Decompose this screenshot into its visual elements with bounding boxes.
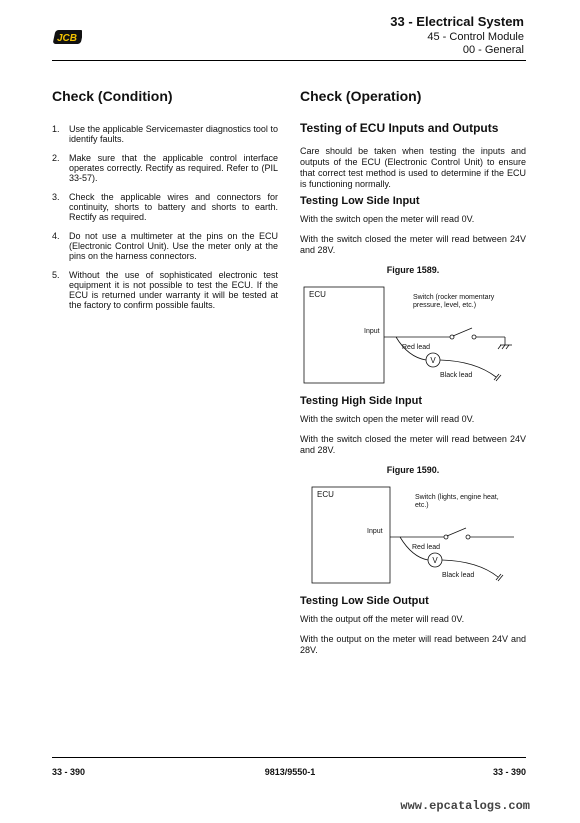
voltmeter-symbol: V xyxy=(432,556,438,565)
left-column xyxy=(52,88,278,319)
footer-page-right: 33 - 390 xyxy=(492,767,526,777)
input-label: Input xyxy=(367,528,383,535)
ecu-box xyxy=(312,487,390,583)
ecu-label: ECU xyxy=(309,290,326,299)
low-side-output-off: With the output off the meter will read 0V. xyxy=(300,614,465,624)
ecu-testing-heading: Testing of ECU Inputs and Outputs xyxy=(300,121,499,135)
figure-1590 xyxy=(300,485,526,585)
low-side-output-on: With the output on the meter will read between 24V and 28V. xyxy=(300,634,526,655)
item-text: Check the applicable wires and connectors for continuity, shorts to battery and shorts to earth. Rectify as required. xyxy=(69,192,278,222)
black-lead-label: Black lead xyxy=(442,572,475,579)
switch-label-line2: pressure, level, etc.) xyxy=(413,302,477,309)
condition-list xyxy=(52,124,278,310)
item-text: Without the use of sophisticated electronic test equipment it is not possible to test the ECU. If the ECU is returned under warranty it will be tested at the factory to confirm possible faults. xyxy=(69,270,278,310)
high-side-input-heading: Testing High Side Input xyxy=(300,395,423,407)
list-item xyxy=(52,192,278,222)
right-column xyxy=(300,88,526,656)
item-text: Use the applicable Servicemaster diagnostics tool to identify faults. xyxy=(69,124,278,144)
ecu-testing-intro: Care should be taken when testing the inputs and outputs of the ECU (Electronic Control Unit) to ensure that correct test method is used to determine if the ECU is functioning normally. xyxy=(300,146,526,189)
module-title: 45 - Control Module xyxy=(427,31,524,43)
check-condition-heading: Check (Condition) xyxy=(52,88,173,104)
low-side-input-open: With the switch open the meter will read 0V. xyxy=(300,214,475,224)
low-side-output-heading: Testing Low Side Output xyxy=(300,595,429,607)
ecu-label: ECU xyxy=(317,490,334,499)
item-number: 2. xyxy=(52,153,60,163)
switch-label-line1: Switch (rocker momentary xyxy=(413,294,495,301)
watermark-link[interactable]: www.epcatalogs.com xyxy=(400,799,530,813)
footer-page-left: 33 - 390 xyxy=(52,767,86,777)
high-side-input-closed: With the switch closed the meter will read between 24V and 28V. xyxy=(300,434,526,455)
high-side-input-open: With the switch open the meter will read 0V. xyxy=(300,414,475,424)
switch-contact-2 xyxy=(466,535,470,539)
item-number: 3. xyxy=(52,192,60,202)
ecu-box xyxy=(304,287,384,383)
list-item xyxy=(52,231,278,261)
item-text: Make sure that the applicable control interface operates correctly. Rectify as required. Refer to (PIL 33-57). xyxy=(69,153,278,183)
item-number: 4. xyxy=(52,231,60,241)
switch-arm xyxy=(453,328,472,336)
input-label: Input xyxy=(364,328,380,335)
red-lead-label: Red lead xyxy=(402,344,431,351)
logo-text: JCB xyxy=(56,33,78,44)
header-rule xyxy=(52,60,526,61)
item-text: Do not use a multimeter at the pins on the ECU (Electronic Control Unit). Use the meter only at the pins on the harness connectors. xyxy=(69,231,278,261)
footer-rule xyxy=(52,757,526,758)
section-title: 00 - General xyxy=(462,44,524,56)
check-operation-heading: Check (Operation) xyxy=(300,88,422,104)
figure-1589 xyxy=(300,285,526,385)
switch-arm xyxy=(447,528,466,536)
list-item xyxy=(52,270,278,310)
low-side-input-closed: With the switch closed the meter will read between 24V and 28V. xyxy=(300,234,526,255)
black-lead-label: Black lead xyxy=(440,372,473,379)
switch-label-line1: Switch (lights, engine heat, xyxy=(415,494,499,501)
footer-publication-number: 9813/9550-1 xyxy=(264,767,316,777)
item-number: 5. xyxy=(52,270,60,280)
item-number: 1. xyxy=(52,124,60,134)
list-item xyxy=(52,153,278,183)
switch-contact-2 xyxy=(472,335,476,339)
figure-1590-caption: Figure 1590. xyxy=(386,465,440,475)
red-lead-label: Red lead xyxy=(412,544,441,551)
low-side-input-heading: Testing Low Side Input xyxy=(300,195,420,207)
voltmeter-symbol: V xyxy=(430,356,436,365)
chapter-title: 33 - Electrical System xyxy=(390,14,524,29)
switch-label-line2: etc.) xyxy=(415,502,429,509)
figure-1589-caption: Figure 1589. xyxy=(386,265,440,275)
jcb-logo xyxy=(52,28,82,46)
list-item xyxy=(52,124,278,144)
